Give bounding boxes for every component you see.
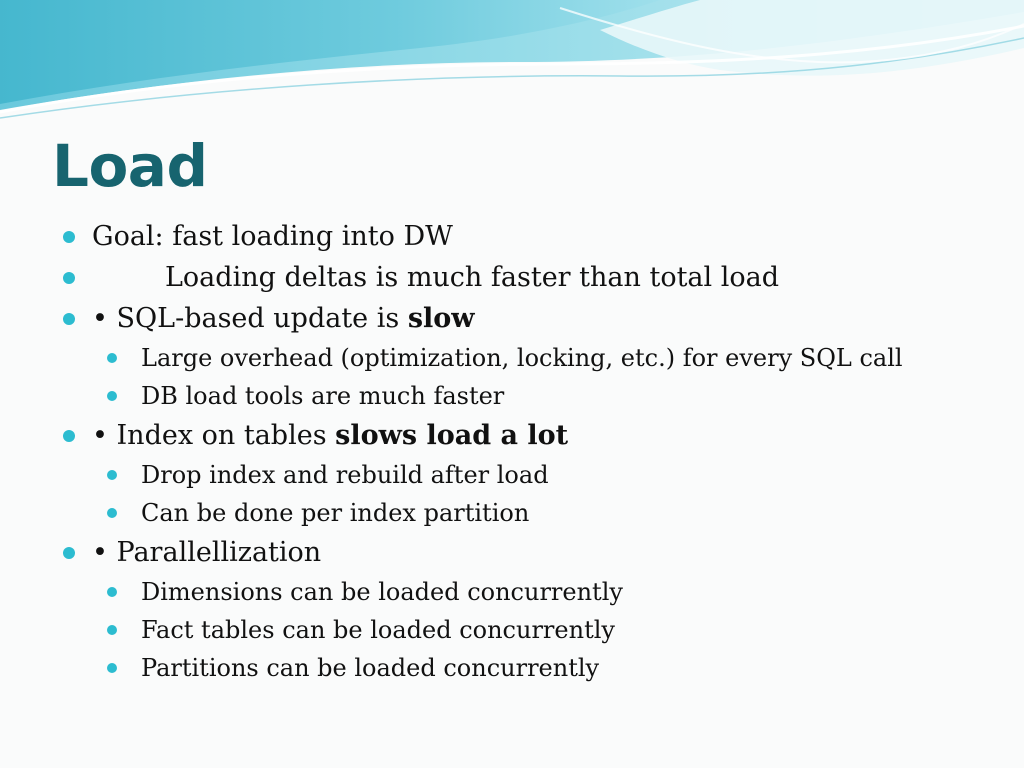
bullet-dot-icon bbox=[63, 430, 75, 442]
sub-bullet-dot-icon bbox=[107, 391, 117, 401]
sub-bullet-dot-icon bbox=[107, 508, 117, 518]
sub-bullet-text: Drop index and rebuild after load bbox=[141, 461, 549, 489]
slide-title: Load bbox=[52, 132, 208, 200]
sub-bullet-dot-icon bbox=[107, 353, 117, 363]
bullet-dot-icon bbox=[63, 547, 75, 559]
bullet-text: • Parallellization bbox=[92, 537, 322, 568]
sub-bullet-item bbox=[0, 649, 1024, 687]
sub-bullet-text: Large overhead (optimization, locking, etc.) for every SQL call bbox=[141, 344, 903, 372]
sub-bullet-dot-icon bbox=[107, 625, 117, 635]
bullet-text: • Index on tables bbox=[92, 420, 336, 451]
sub-bullet-item bbox=[0, 377, 1024, 415]
bullet-text: Loading deltas is much faster than total load bbox=[165, 262, 780, 293]
bullet-dot-icon bbox=[63, 231, 75, 243]
bullet-text: Goal: fast loading into DW bbox=[92, 221, 453, 252]
bullet-item bbox=[0, 415, 1024, 456]
sub-bullet-text: Partitions can be loaded concurrently bbox=[141, 654, 600, 682]
bullet-dot-icon bbox=[63, 272, 75, 284]
sub-bullet-item bbox=[0, 456, 1024, 494]
sub-bullet-text: Fact tables can be loaded concurrently bbox=[141, 616, 615, 644]
sub-bullet-text: Dimensions can be loaded concurrently bbox=[141, 578, 623, 606]
bullet-list bbox=[0, 216, 1024, 687]
sub-bullet-dot-icon bbox=[107, 663, 117, 673]
sub-bullet-item bbox=[0, 339, 1024, 377]
sub-bullet-item bbox=[0, 573, 1024, 611]
header-wave-decoration bbox=[0, 0, 1024, 130]
bullet-dot-icon bbox=[63, 313, 75, 325]
bullet-text: • SQL-based update is bbox=[92, 303, 408, 334]
bullet-emphasis: slow bbox=[407, 303, 475, 334]
bullet-emphasis: slows load a lot bbox=[335, 420, 569, 451]
bullet-item bbox=[0, 298, 1024, 339]
sub-bullet-item bbox=[0, 611, 1024, 649]
bullet-item bbox=[0, 532, 1024, 573]
sub-bullet-text: DB load tools are much faster bbox=[141, 382, 505, 410]
sub-bullet-dot-icon bbox=[107, 470, 117, 480]
sub-bullet-dot-icon bbox=[107, 587, 117, 597]
sub-bullet-item bbox=[0, 494, 1024, 532]
bullet-item bbox=[0, 257, 1024, 298]
sub-bullet-text: Can be done per index partition bbox=[141, 499, 530, 527]
bullet-item bbox=[0, 216, 1024, 257]
